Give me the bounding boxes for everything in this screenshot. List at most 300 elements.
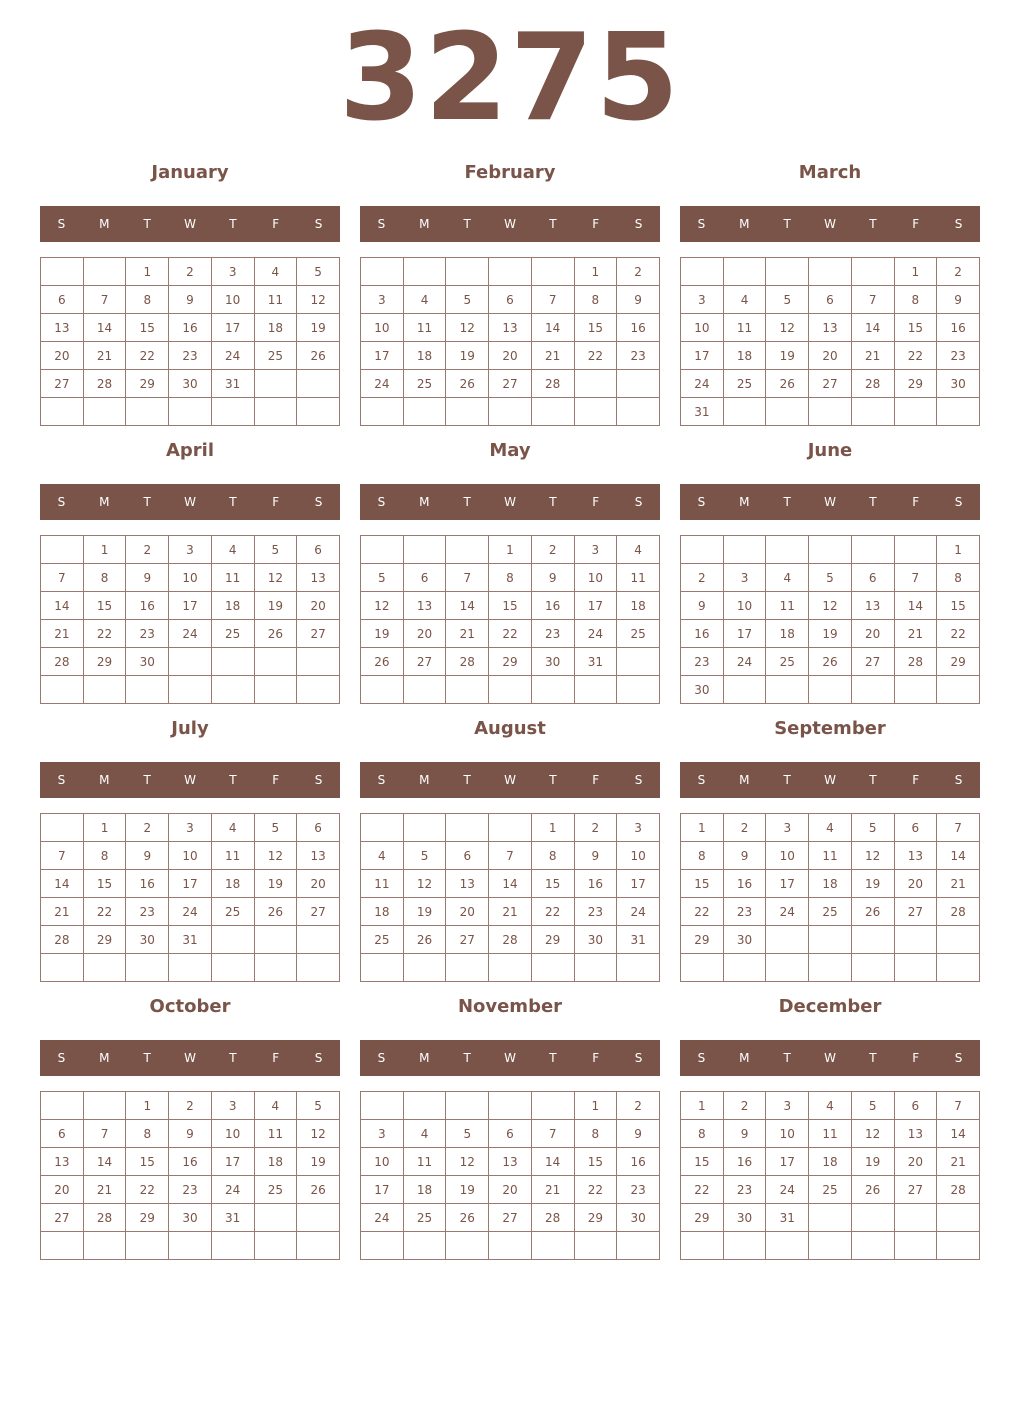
day-cell: 8: [937, 564, 980, 592]
day-cell: 14: [937, 1120, 980, 1148]
day-cell: 14: [83, 314, 126, 342]
day-cell: 28: [446, 648, 489, 676]
day-cell: 13: [809, 314, 852, 342]
day-cell: 20: [41, 1176, 84, 1204]
day-cell: [937, 676, 980, 704]
day-cell: 8: [681, 842, 724, 870]
day-cell: 14: [446, 592, 489, 620]
day-cell: 16: [937, 314, 980, 342]
weekday-label: T: [783, 773, 791, 787]
day-cell: 7: [894, 564, 937, 592]
day-cell: [851, 954, 894, 982]
day-cell: 2: [126, 536, 169, 564]
day-cell: 9: [126, 842, 169, 870]
day-cell: [446, 398, 489, 426]
weekday-label: S: [697, 1051, 706, 1065]
day-cell: 11: [723, 314, 766, 342]
weekday-label: T: [783, 495, 791, 509]
weekday-label: M: [739, 217, 750, 231]
day-cell: 25: [766, 648, 809, 676]
day-cell: [254, 398, 297, 426]
weekday-header: [680, 484, 980, 520]
day-cell: 25: [211, 898, 254, 926]
day-cell: 16: [617, 1148, 660, 1176]
day-cell: 21: [937, 870, 980, 898]
weekday-label: W: [824, 773, 836, 787]
day-cell: 18: [403, 342, 446, 370]
day-cell: 10: [766, 1120, 809, 1148]
weekday-header: [40, 762, 340, 798]
day-cell: 16: [723, 1148, 766, 1176]
day-cell: 12: [361, 592, 404, 620]
day-cell: 25: [617, 620, 660, 648]
day-cell: [41, 258, 84, 286]
day-cell: [297, 370, 340, 398]
day-cell: 17: [681, 342, 724, 370]
day-cell: [574, 954, 617, 982]
day-cell: [766, 1232, 809, 1260]
day-cell: 24: [766, 898, 809, 926]
day-cell: 22: [83, 898, 126, 926]
day-cell: 13: [894, 842, 937, 870]
week-row: [41, 1204, 340, 1232]
day-cell: 25: [211, 620, 254, 648]
day-cell: 5: [446, 286, 489, 314]
day-cell: 12: [297, 286, 340, 314]
day-cell: 1: [531, 814, 574, 842]
weekday-header: [680, 1040, 980, 1076]
day-cell: 25: [723, 370, 766, 398]
day-cell: 27: [894, 898, 937, 926]
day-cell: 19: [809, 620, 852, 648]
weekday-label: M: [419, 495, 430, 509]
day-cell: 20: [809, 342, 852, 370]
day-cell: 23: [617, 342, 660, 370]
weekday-label: F: [592, 773, 600, 787]
day-cell: 20: [489, 1176, 532, 1204]
day-cell: [851, 258, 894, 286]
day-cell: 25: [254, 342, 297, 370]
day-cell: 4: [403, 1120, 446, 1148]
day-cell: [41, 954, 84, 982]
day-cell: 22: [894, 342, 937, 370]
day-cell: 26: [254, 620, 297, 648]
day-cell: 7: [937, 814, 980, 842]
day-cell: 23: [617, 1176, 660, 1204]
day-cell: 27: [851, 648, 894, 676]
week-row: [41, 898, 340, 926]
week-row: [361, 1176, 660, 1204]
day-cell: 17: [169, 870, 212, 898]
week-row: [681, 814, 980, 842]
day-cell: 24: [766, 1176, 809, 1204]
day-grid: [40, 535, 340, 704]
day-cell: 17: [723, 620, 766, 648]
day-cell: 16: [574, 870, 617, 898]
day-cell: 5: [361, 564, 404, 592]
day-cell: [361, 954, 404, 982]
day-cell: 26: [851, 1176, 894, 1204]
day-cell: [403, 398, 446, 426]
day-cell: 9: [531, 564, 574, 592]
day-cell: 20: [851, 620, 894, 648]
weekday-header: [360, 206, 660, 242]
day-cell: 22: [574, 342, 617, 370]
month-name: April: [165, 440, 215, 461]
day-cell: 15: [681, 1148, 724, 1176]
day-cell: 9: [937, 286, 980, 314]
week-row: [681, 676, 980, 704]
day-cell: [766, 954, 809, 982]
day-cell: 9: [169, 286, 212, 314]
day-cell: 2: [574, 814, 617, 842]
day-cell: 19: [297, 1148, 340, 1176]
weekday-header: [360, 762, 660, 798]
day-cell: 4: [211, 814, 254, 842]
day-cell: [489, 1232, 532, 1260]
day-cell: 16: [723, 870, 766, 898]
day-cell: [766, 536, 809, 564]
day-cell: 12: [851, 842, 894, 870]
day-cell: 17: [574, 592, 617, 620]
day-cell: [297, 398, 340, 426]
day-cell: 6: [894, 1092, 937, 1120]
day-cell: 24: [681, 370, 724, 398]
week-row: [681, 286, 980, 314]
day-cell: [403, 814, 446, 842]
day-cell: [446, 1232, 489, 1260]
weekday-label: F: [272, 773, 280, 787]
day-cell: [83, 954, 126, 982]
day-cell: [723, 258, 766, 286]
weekday-label: M: [419, 1051, 430, 1065]
week-row: [41, 676, 340, 704]
day-cell: 11: [254, 1120, 297, 1148]
day-cell: 31: [211, 1204, 254, 1232]
day-cell: 25: [403, 370, 446, 398]
day-cell: 17: [766, 870, 809, 898]
weekday-label: F: [272, 217, 280, 231]
weekday-label: M: [99, 217, 110, 231]
day-cell: [489, 814, 532, 842]
day-cell: 7: [851, 286, 894, 314]
week-row: [361, 842, 660, 870]
weekday-label: S: [634, 217, 643, 231]
day-cell: [489, 1092, 532, 1120]
day-cell: 7: [41, 564, 84, 592]
day-cell: 26: [297, 1176, 340, 1204]
week-row: [361, 1120, 660, 1148]
day-cell: 8: [894, 286, 937, 314]
weekday-label: T: [869, 773, 877, 787]
day-cell: 13: [489, 1148, 532, 1176]
day-cell: 21: [83, 342, 126, 370]
day-cell: 1: [126, 1092, 169, 1120]
day-cell: 8: [574, 286, 617, 314]
day-cell: 30: [126, 648, 169, 676]
day-cell: [297, 1232, 340, 1260]
day-cell: 9: [617, 1120, 660, 1148]
day-cell: [446, 954, 489, 982]
month-name: January: [151, 162, 229, 183]
day-cell: 6: [297, 536, 340, 564]
weekday-label: F: [912, 495, 920, 509]
weekday-label: S: [377, 495, 386, 509]
day-cell: [297, 926, 340, 954]
day-cell: 22: [574, 1176, 617, 1204]
weekday-label: T: [229, 217, 237, 231]
day-cell: 10: [361, 314, 404, 342]
day-cell: 16: [169, 314, 212, 342]
day-cell: 18: [361, 898, 404, 926]
day-cell: 30: [617, 1204, 660, 1232]
day-cell: 7: [83, 286, 126, 314]
day-cell: 31: [574, 648, 617, 676]
weekday-label: T: [229, 773, 237, 787]
day-cell: [126, 398, 169, 426]
week-row: [361, 926, 660, 954]
day-cell: 9: [617, 286, 660, 314]
week-row: [361, 398, 660, 426]
day-cell: [894, 398, 937, 426]
week-row: [681, 370, 980, 398]
day-cell: 16: [126, 870, 169, 898]
day-cell: 3: [169, 814, 212, 842]
day-cell: [169, 676, 212, 704]
day-cell: 31: [766, 1204, 809, 1232]
day-cell: 12: [403, 870, 446, 898]
day-cell: [809, 536, 852, 564]
day-cell: 24: [211, 1176, 254, 1204]
day-cell: 16: [681, 620, 724, 648]
week-row: [41, 870, 340, 898]
month-name: December: [778, 996, 882, 1017]
day-cell: 28: [894, 648, 937, 676]
day-cell: 11: [809, 1120, 852, 1148]
day-grid: [40, 1091, 340, 1260]
day-cell: 6: [297, 814, 340, 842]
day-cell: 30: [126, 926, 169, 954]
weekday-label: T: [463, 773, 471, 787]
day-cell: 28: [83, 370, 126, 398]
day-cell: 4: [211, 536, 254, 564]
day-cell: 28: [531, 1204, 574, 1232]
month-name: July: [171, 718, 209, 739]
day-cell: 21: [446, 620, 489, 648]
day-cell: 2: [126, 814, 169, 842]
weekday-label: T: [869, 217, 877, 231]
day-cell: 14: [531, 314, 574, 342]
day-cell: 3: [766, 1092, 809, 1120]
day-cell: [574, 370, 617, 398]
day-cell: 7: [83, 1120, 126, 1148]
day-cell: [851, 536, 894, 564]
day-cell: 4: [723, 286, 766, 314]
weekday-label: T: [463, 217, 471, 231]
weekday-label: W: [184, 495, 196, 509]
weekday-label: T: [783, 1051, 791, 1065]
day-cell: 7: [489, 842, 532, 870]
day-cell: [723, 954, 766, 982]
day-cell: 27: [894, 1176, 937, 1204]
day-cell: 10: [169, 564, 212, 592]
week-row: [681, 842, 980, 870]
day-cell: 15: [83, 592, 126, 620]
week-row: [41, 814, 340, 842]
week-row: [681, 1204, 980, 1232]
day-cell: 31: [617, 926, 660, 954]
day-cell: [254, 676, 297, 704]
day-cell: [894, 926, 937, 954]
day-cell: 18: [254, 1148, 297, 1176]
day-cell: [254, 648, 297, 676]
weekday-header: [360, 484, 660, 520]
day-cell: 12: [809, 592, 852, 620]
day-cell: 11: [211, 564, 254, 592]
day-cell: 1: [574, 258, 617, 286]
day-cell: 6: [446, 842, 489, 870]
day-cell: 13: [894, 1120, 937, 1148]
day-cell: [211, 676, 254, 704]
day-cell: 2: [723, 814, 766, 842]
weekday-label: W: [824, 1051, 836, 1065]
day-cell: 23: [169, 1176, 212, 1204]
day-cell: 26: [297, 342, 340, 370]
day-cell: 29: [681, 1204, 724, 1232]
day-cell: 13: [297, 842, 340, 870]
day-cell: [83, 1232, 126, 1260]
day-cell: 27: [297, 898, 340, 926]
week-row: [41, 954, 340, 982]
weekday-label: W: [504, 217, 516, 231]
day-cell: 22: [83, 620, 126, 648]
day-cell: 27: [809, 370, 852, 398]
day-cell: 8: [489, 564, 532, 592]
day-cell: [894, 1204, 937, 1232]
month-name: February: [464, 162, 556, 183]
month-name: August: [474, 718, 546, 739]
day-cell: [766, 926, 809, 954]
day-cell: 18: [617, 592, 660, 620]
day-cell: [211, 648, 254, 676]
weekday-label: T: [229, 495, 237, 509]
day-cell: [403, 954, 446, 982]
day-cell: 3: [681, 286, 724, 314]
day-cell: 13: [297, 564, 340, 592]
weekday-label: S: [697, 217, 706, 231]
day-cell: 30: [531, 648, 574, 676]
day-cell: 29: [83, 926, 126, 954]
day-cell: [937, 926, 980, 954]
day-cell: 14: [531, 1148, 574, 1176]
day-cell: 23: [681, 648, 724, 676]
day-cell: 1: [681, 814, 724, 842]
day-cell: [809, 398, 852, 426]
day-cell: 21: [41, 898, 84, 926]
day-cell: 22: [531, 898, 574, 926]
day-cell: [41, 1232, 84, 1260]
day-cell: 10: [723, 592, 766, 620]
day-cell: 29: [937, 648, 980, 676]
day-cell: 7: [531, 286, 574, 314]
day-cell: 22: [489, 620, 532, 648]
day-cell: [489, 398, 532, 426]
day-cell: [894, 954, 937, 982]
day-cell: [169, 1232, 212, 1260]
week-row: [361, 258, 660, 286]
day-cell: 15: [531, 870, 574, 898]
week-row: [361, 954, 660, 982]
weekday-label: W: [824, 495, 836, 509]
month-name: September: [774, 718, 886, 739]
day-cell: [297, 954, 340, 982]
week-row: [681, 564, 980, 592]
day-cell: 15: [574, 314, 617, 342]
day-cell: [211, 1232, 254, 1260]
weekday-label: S: [57, 217, 66, 231]
week-row: [41, 620, 340, 648]
day-cell: 16: [531, 592, 574, 620]
day-cell: [723, 398, 766, 426]
weekday-label: T: [463, 1051, 471, 1065]
day-cell: 21: [894, 620, 937, 648]
day-cell: 13: [41, 314, 84, 342]
day-cell: 9: [723, 842, 766, 870]
day-cell: [681, 954, 724, 982]
day-cell: 11: [403, 1148, 446, 1176]
weekday-label: T: [143, 773, 151, 787]
day-cell: 10: [766, 842, 809, 870]
day-cell: [766, 398, 809, 426]
week-row: [41, 564, 340, 592]
weekday-label: W: [184, 1051, 196, 1065]
day-cell: 29: [489, 648, 532, 676]
day-cell: [617, 398, 660, 426]
day-cell: 19: [403, 898, 446, 926]
day-cell: [41, 1092, 84, 1120]
day-cell: 30: [723, 1204, 766, 1232]
day-cell: 20: [446, 898, 489, 926]
day-cell: 28: [937, 1176, 980, 1204]
week-row: [361, 648, 660, 676]
day-cell: [851, 398, 894, 426]
day-cell: [681, 536, 724, 564]
week-row: [41, 926, 340, 954]
day-cell: 19: [446, 342, 489, 370]
day-cell: 15: [894, 314, 937, 342]
day-cell: 22: [681, 898, 724, 926]
day-cell: 29: [681, 926, 724, 954]
day-cell: 29: [531, 926, 574, 954]
day-cell: [937, 954, 980, 982]
day-cell: [574, 676, 617, 704]
weekday-label: T: [549, 773, 557, 787]
weekday-label: M: [419, 773, 430, 787]
week-row: [681, 342, 980, 370]
day-cell: [169, 648, 212, 676]
day-cell: [169, 954, 212, 982]
day-cell: [681, 1232, 724, 1260]
weekday-label: W: [824, 217, 836, 231]
day-grid: [360, 1091, 660, 1260]
day-cell: 31: [211, 370, 254, 398]
weekday-label: F: [592, 495, 600, 509]
day-cell: [574, 1232, 617, 1260]
day-cell: 25: [403, 1204, 446, 1232]
weekday-header: [40, 1040, 340, 1076]
day-cell: [254, 370, 297, 398]
day-cell: [41, 536, 84, 564]
